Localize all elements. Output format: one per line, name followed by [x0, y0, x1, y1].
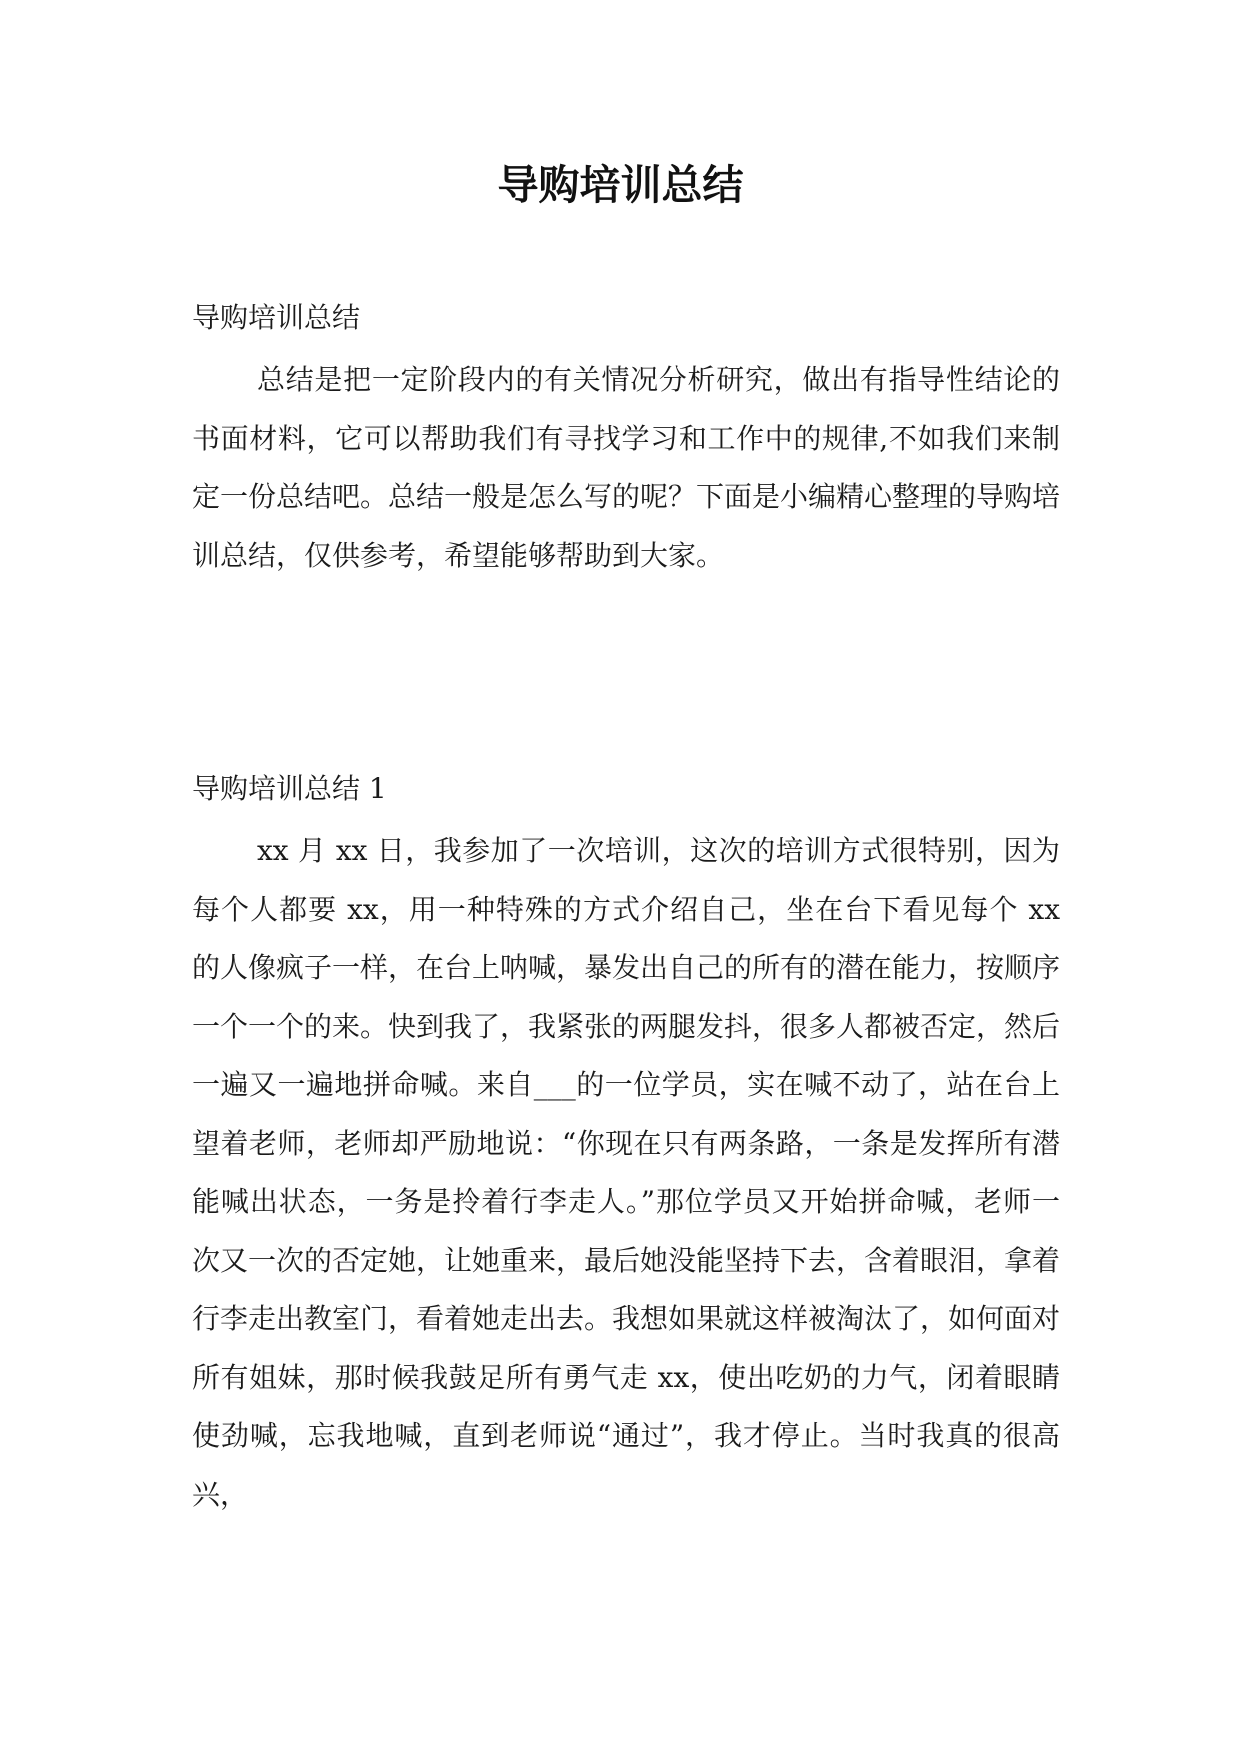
intro-paragraph: 总结是把一定阶段内的有关情况分析研究，做出有指导性结论的书面材料，它可以帮助我们有寻找学习和工作中的规律,不如我们来制定一份总结吧。总结一般是怎么写的呢？下面是小编精心整理的导购培训总结，仅供参考，希望能够帮助到大家。 [192, 363, 1061, 572]
section-1-heading: 导购培训总结 1 [192, 772, 387, 805]
document-title: 导购培训总结 [497, 161, 744, 209]
section-1-paragraph: xx 月 xx 日，我参加了一次培训，这次的培训方式很特别，因为每个人都要 xx，用一种特殊的方式介绍自己，坐在台下看见每个 xx 的人像疯子一样，在台上呐喊，暴发出自己的所有的潜在能力，按顺序一个一个的来。快到我了，我紧张的两腿发抖，很多人都被否定，然后一遍又一遍地拼命喊。来自___的一位学员，实在喊不动了，站在台上望着老师，老师却严励地说：“你现在只有两条路，一条是发挥所有潜能喊出状态，一务是拎着行李走人。”那位学员又开始拼命喊，老师一次又一次的否定她，让她重来，最后她没能坚持下去，含着眼泪，拿着行李走出教室门，看着她走出去。我想如果就这样被淘汰了，如何面对所有姐妹，那时候我鼓足所有勇气走 xx，使出吃奶的力气，闭着眼睛使劲喊，忘我地喊，直到老师说“通过”，我才停止。当时我真的很高兴， [192, 834, 1061, 1511]
intro-heading: 导购培训总结 [192, 301, 361, 334]
